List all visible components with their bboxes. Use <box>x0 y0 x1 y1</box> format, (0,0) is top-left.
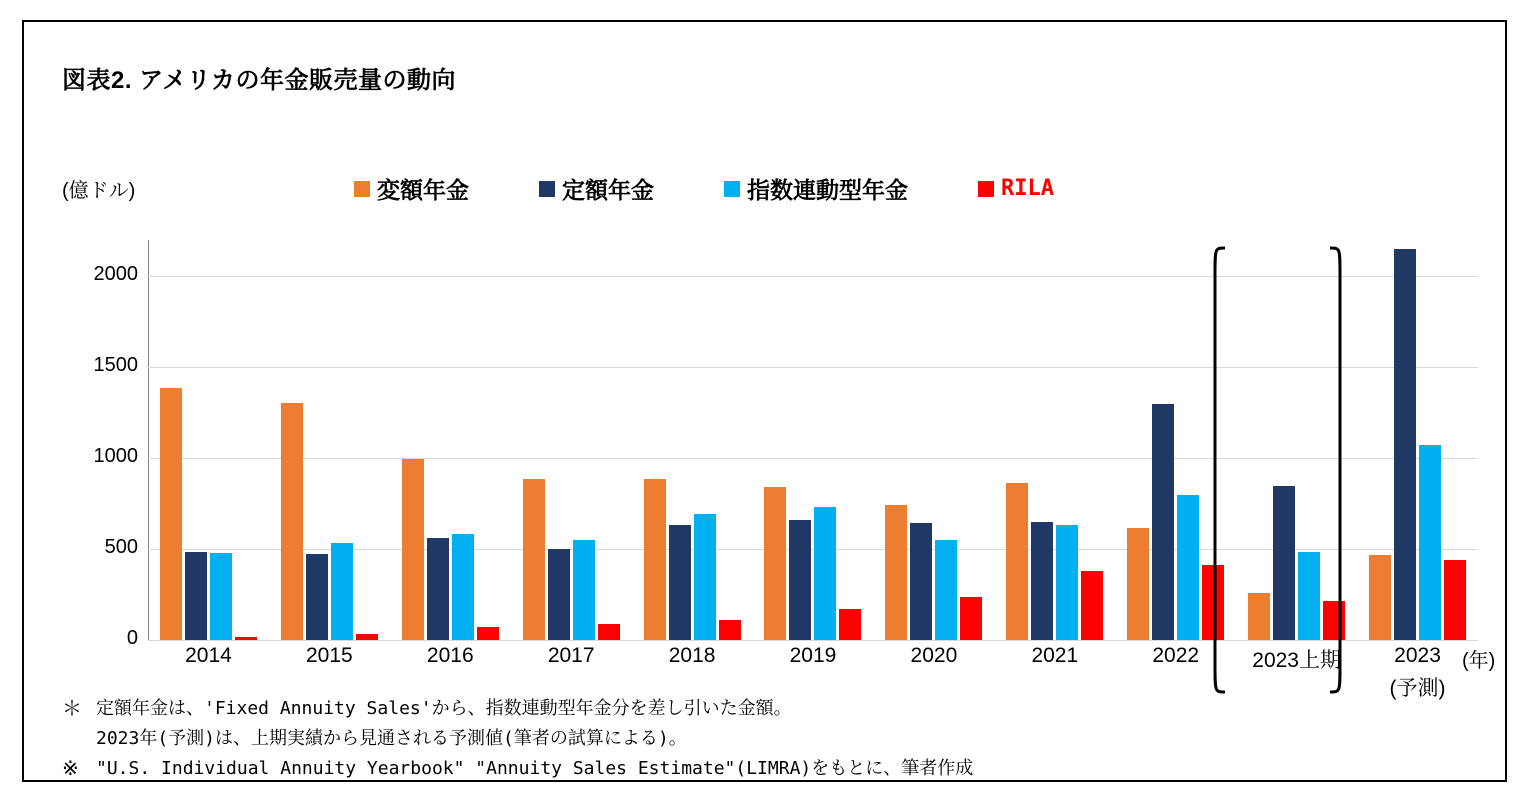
bar-group-bars <box>632 240 753 640</box>
x-axis-tick-sublabel: (予測) <box>1389 677 1446 700</box>
bar-group <box>390 240 511 640</box>
legend-swatch-icon <box>354 181 370 197</box>
bar <box>573 540 595 640</box>
bar-group <box>269 240 390 640</box>
bar <box>356 634 378 640</box>
x-axis-tick-label: 2014 <box>185 644 232 667</box>
bar <box>548 549 570 640</box>
x-axis-tick-label: 2016 <box>426 644 474 667</box>
chart-frame <box>22 20 1507 782</box>
legend-label: 定額年金 <box>562 177 654 203</box>
bar <box>210 553 232 640</box>
bar-group <box>994 240 1115 640</box>
bar-group <box>753 240 874 640</box>
bar <box>185 552 207 640</box>
legend-label: 指数連動型年金 <box>747 177 908 203</box>
bar <box>598 624 620 640</box>
legend-item <box>354 172 469 205</box>
bar <box>452 534 474 640</box>
bar <box>427 538 449 640</box>
bar <box>789 520 811 640</box>
bar <box>960 597 982 640</box>
x-axis-tick-label: 2020 <box>910 644 958 667</box>
bar <box>1056 525 1078 640</box>
bar <box>1031 522 1053 640</box>
footnote-row <box>62 724 1492 754</box>
bar-group-bars <box>511 240 632 640</box>
bar <box>402 459 424 640</box>
legend-label: RILA <box>1001 176 1054 201</box>
bar <box>523 479 545 640</box>
bar-group-bars <box>994 240 1115 640</box>
x-axis-tick-label: 2019 <box>789 644 837 667</box>
bar <box>1177 495 1199 640</box>
forecast-bracket <box>1211 244 1344 696</box>
bar-group <box>511 240 632 640</box>
x-axis-unit-label: (年) <box>1462 650 1496 672</box>
bar-group-bars <box>753 240 874 640</box>
bar <box>1394 249 1416 640</box>
bar <box>694 514 716 640</box>
footnote-mark: ※ <box>62 758 79 780</box>
legend-item <box>978 176 1054 201</box>
x-axis-tick-label: 2017 <box>547 644 595 667</box>
bar <box>235 637 257 640</box>
bar <box>1081 571 1103 640</box>
footnote-mark <box>62 724 96 754</box>
legend-swatch-icon <box>539 181 555 197</box>
bar <box>281 403 303 640</box>
bar <box>814 507 836 640</box>
bar <box>1419 445 1441 640</box>
bar-group-bars <box>390 240 511 640</box>
x-axis-tick-label: 2015 <box>306 644 353 667</box>
legend-swatch-icon <box>978 181 994 197</box>
bar <box>1006 483 1028 640</box>
y-axis-tick-label: 0 <box>126 627 138 649</box>
bar <box>669 525 691 640</box>
bar-group-bars <box>1357 240 1478 640</box>
page-title: 図表2. アメリカの年金販売量の動向 <box>62 67 457 94</box>
legend-item <box>724 172 908 205</box>
x-axis-tick-label: 2018 <box>668 644 716 667</box>
bar-group <box>1357 240 1478 640</box>
bar <box>719 620 741 640</box>
bar <box>935 540 957 640</box>
x-axis-tick-label: 2022 <box>1152 644 1200 667</box>
footnotes <box>62 694 1492 784</box>
bar <box>306 554 328 640</box>
bar-group <box>873 240 994 640</box>
y-axis-labels <box>38 240 138 649</box>
bar-group <box>148 240 269 640</box>
y-axis-unit-label: (億ドル) <box>62 180 136 202</box>
bar <box>331 543 353 640</box>
bar <box>910 523 932 640</box>
footnote-row <box>62 754 1492 784</box>
bar <box>1369 555 1391 640</box>
bar-group <box>632 240 753 640</box>
footnote-text: 定額年金は、'Fixed Annuity Sales'から、指数連動型年金分を差し引いた金額。 <box>96 698 792 719</box>
bar-group-bars <box>269 240 390 640</box>
legend-swatch-icon <box>724 181 740 197</box>
bar-group-bars <box>873 240 994 640</box>
x-axis-tick-label: 2021 <box>1031 644 1079 667</box>
bar <box>885 505 907 640</box>
bar <box>160 388 182 640</box>
bar-group-bars <box>148 240 269 640</box>
bar <box>1127 528 1149 640</box>
y-axis-tick-label: 500 <box>104 536 138 559</box>
y-axis-tick-label: 1000 <box>93 445 138 468</box>
bar <box>839 609 861 640</box>
bar <box>1152 404 1174 640</box>
footnote-text: "U.S. Individual Annuity Yearbook" "Annuity Sales Estimate"(LIMRA)をもとに、筆者作成 <box>96 758 974 779</box>
y-axis-tick-label: 1500 <box>93 354 138 377</box>
legend-item <box>539 172 654 205</box>
x-axis-tick-label: 2023 <box>1394 644 1441 667</box>
footnote-text: 2023年(予測)は、上期実績から見通される予測値(筆者の試算による)。 <box>96 728 687 749</box>
y-axis-tick-label: 2000 <box>93 263 138 286</box>
footnote-row <box>62 694 1492 724</box>
bar <box>644 479 666 640</box>
bar <box>477 627 499 640</box>
bar <box>1444 560 1466 640</box>
chart-legend <box>354 172 1124 205</box>
x-axis-tick-label: 2023上期 <box>1252 649 1341 672</box>
bar <box>764 487 786 640</box>
legend-label: 変額年金 <box>377 177 469 203</box>
footnote-mark: ＊ <box>62 698 82 720</box>
